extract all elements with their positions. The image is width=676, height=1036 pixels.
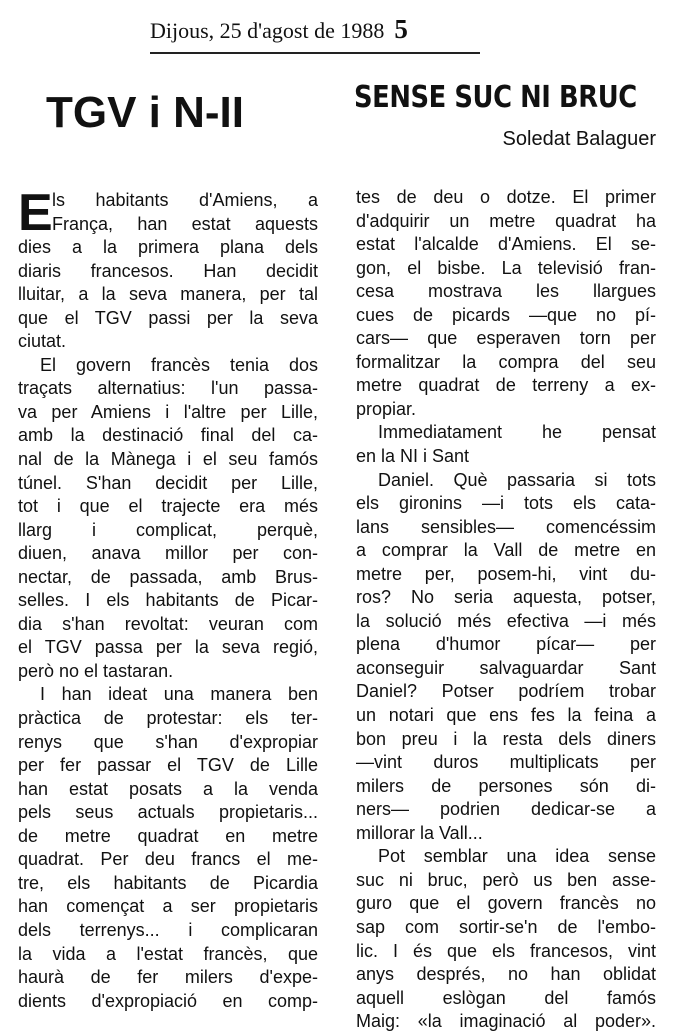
text-line: metre per, posem-hi, vint du-: [356, 563, 656, 584]
text-line: però no el tastaran.: [18, 660, 174, 681]
text-line: aconseguir salvaguardar Sant: [356, 657, 656, 678]
text-line: d'adquirir un metre quadrat ha: [356, 210, 656, 231]
text-line: un notari que ens fes la feina a: [356, 705, 656, 726]
text-line: diaris francesos. Han decidit: [18, 260, 318, 281]
dateline: [150, 14, 510, 45]
text-line: gon, el bisbe. La televisió fran-: [356, 257, 656, 278]
column-1-lines: [18, 184, 318, 1013]
text-line: a comprar la Vall de metre en: [356, 540, 656, 561]
text-line: I han ideat una manera ben: [40, 684, 318, 705]
author-byline: Soledat Balaguer: [502, 128, 656, 150]
text-line: lluitar, a la seva manera, per tal: [18, 284, 318, 305]
text-line: llarg i complicat, perquè,: [18, 519, 318, 540]
text-line: tot i que el trajecte era més: [18, 496, 318, 517]
drop-cap: E: [18, 184, 53, 242]
text-line: cars— que esperaven torn per: [356, 328, 656, 349]
text-line: de metre quadrat en metre: [18, 825, 318, 846]
text-line: formalitzar la compra del seu: [356, 351, 656, 372]
text-line: propiar.: [356, 398, 417, 419]
text-line: Daniel. Què passaria si tots: [378, 469, 656, 490]
text-line: Pot semblar una idea sense: [378, 846, 656, 867]
text-line: ros? No seria aquesta, potser,: [356, 587, 656, 608]
date-text: Dijous, 25 d'agost de 1988: [150, 18, 385, 43]
text-line: estat l'alcalde d'Amiens. El se-: [356, 234, 656, 255]
text-line: en la NI i Sant: [356, 446, 470, 467]
text-line: metre quadrat de terreny a ex-: [356, 375, 656, 396]
text-line: nectar, de passada, amb Brus-: [18, 566, 318, 587]
text-line: traçats alternatius: l'un passa-: [18, 378, 318, 399]
text-line: dies a la primera plana dels: [18, 237, 318, 258]
text-line: millorar la Vall...: [356, 822, 483, 843]
text-line: lic. I és que els francesos, vint: [356, 940, 656, 961]
text-line: dia s'han revoltat: veuran com: [18, 613, 318, 634]
text-line: nal de la Mànega i el seu famós: [18, 449, 318, 470]
text-line: suc ni bruc, però us ben asse-: [356, 869, 656, 890]
text-line: milers de persones són di-: [356, 775, 656, 796]
text-line: han començat a ser propietaris: [18, 896, 318, 917]
article-title: TGV i N-II: [46, 88, 244, 137]
text-line: dients d'expropiació en comp-: [18, 990, 318, 1011]
text-line: guro que el govern francès no: [356, 893, 656, 914]
text-line: sap com sortir-se'n de l'embo-: [356, 916, 656, 937]
text-line: per fer passar el TGV de Lille: [18, 755, 318, 776]
text-line: el TGV passa per la seva regió,: [18, 637, 318, 658]
text-line: dels terrenys... i complicaran: [18, 919, 318, 940]
text-line: selles. I els habitants de Picar-: [18, 590, 318, 611]
text-line: quadrat. Per deu francs el me-: [18, 849, 318, 870]
text-line: renys que s'han d'expropiar: [18, 731, 318, 752]
text-line: anys després, no han oblidat: [356, 964, 656, 985]
text-line: cues de picards —que no pí-: [356, 304, 656, 325]
text-column-2: [356, 186, 656, 1034]
text-line: Maig: «la imaginació al poder».: [356, 1011, 656, 1032]
text-line: tre, els habitants de Picardia: [18, 872, 318, 893]
text-line: aquell eslògan del famós: [356, 987, 656, 1008]
page-number: 5: [394, 14, 408, 44]
text-line: diuen, anava millor per con-: [18, 543, 318, 564]
text-line: lans sensibles— comencéssim: [356, 516, 656, 537]
text-line: els gironins —i tots els cata-: [356, 493, 656, 514]
text-line: El govern francès tenia dos: [40, 354, 318, 375]
text-line: bon preu i la resta dels diners: [356, 728, 656, 749]
text-line: pels seus actuals propietaris...: [18, 802, 318, 823]
text-line: França, han estat aquests: [52, 213, 318, 234]
text-line: Daniel? Potser podríem trobar: [356, 681, 656, 702]
text-line: amb la destinació final del ca-: [18, 425, 318, 446]
text-line: la vida a l'estat francès, que: [18, 943, 318, 964]
text-line: pràctica de protestar: els ter-: [18, 708, 318, 729]
text-line: —vint duros multiplicats per: [356, 752, 656, 773]
text-line: va per Amiens i l'altre per Lille,: [18, 401, 318, 422]
text-line: túnel. S'han decidit per Lille,: [18, 472, 318, 493]
text-line: Immediatament he pensat: [378, 422, 656, 443]
text-line: ners— podrien dedicar-se a: [356, 799, 656, 820]
text-line: ciutat.: [18, 331, 67, 352]
text-line: cesa mostrava les llargues: [356, 281, 656, 302]
text-column-1: [18, 184, 318, 1013]
column-title: SENSE SUC NI BRUC: [354, 80, 637, 115]
text-line: plena d'humor pícar— per: [356, 634, 656, 655]
text-line: la solució més efectiva —i més: [356, 610, 656, 631]
text-line: ls habitants d'Amiens, a: [52, 190, 318, 210]
header-rule: [150, 52, 480, 54]
text-line: han estat posats a la venda: [18, 778, 318, 799]
text-line: que el TGV passi per la seva: [18, 307, 318, 328]
text-line: tes de deu o dotze. El primer: [356, 187, 656, 207]
column-2-lines: [356, 186, 656, 1034]
text-line: haurà de fer milers d'expe-: [18, 967, 318, 988]
